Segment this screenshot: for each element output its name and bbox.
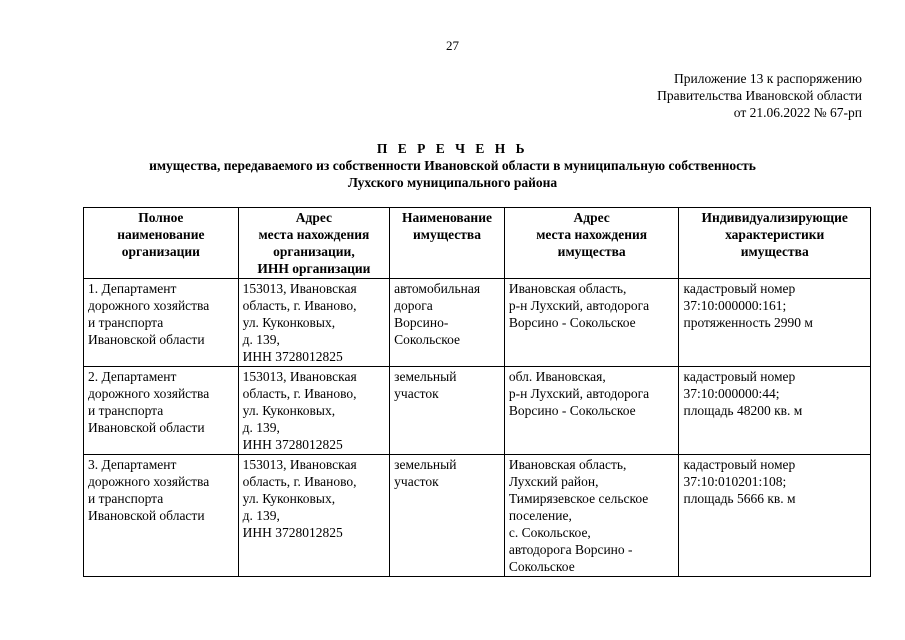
cell-text-line: область, г. Иваново, [242,386,357,401]
cell-property-name [390,367,505,455]
cell-text-line: ИНН 3728012825 [242,525,343,540]
cell-text-line: Ворсино - Сокольское [508,315,636,330]
cell-organization-name [84,367,239,455]
cell-text-line: кадастровый номер [683,281,796,296]
cell-property-name [390,279,505,367]
table-header-row [84,208,871,279]
cell-text-line: ул. Куконковых, [242,491,336,506]
cell-text-line: 37:10:000000:44; [683,386,780,401]
cell-text-line: дорожного хозяйства [88,474,210,489]
cell-text-line: 3. Департамент [88,457,177,472]
cell-organization-name [84,455,239,577]
cell-text-line: Ивановской области [88,420,205,435]
cell-text-line: ул. Куконковых, [242,403,336,418]
cell-text-line: р-н Лухский, автодорога [508,386,650,401]
cell-text-line: д. 139, [242,508,280,523]
header-text-line: Наименование [401,210,492,225]
header-text-line: характеристики [725,227,825,242]
table-row [84,279,871,367]
cell-property-characteristics [679,455,871,577]
cell-text-line: 2. Департамент [88,369,177,384]
header-text-line: имущества [413,227,481,242]
header-text-line: организации [121,244,200,259]
cell-property-characteristics [679,279,871,367]
cell-text-line: ИНН 3728012825 [242,437,343,452]
table-row [84,455,871,577]
cell-text-line: и транспорта [88,403,164,418]
cell-text-line: 1. Департамент [88,281,177,296]
cell-organization-address [238,279,390,367]
header-text-line: наименование [117,227,205,242]
cell-text-line: ИНН 3728012825 [242,349,343,364]
cell-text-line: дорожного хозяйства [88,386,210,401]
cell-text-line: д. 139, [242,420,280,435]
header-property-characteristics [679,208,871,279]
cell-text-line: Ивановская область, [508,457,627,472]
header-text-line: Полное [138,210,184,225]
cell-text-line: участок [394,386,439,401]
appendix-note [657,70,862,121]
cell-text-line: обл. Ивановская, [508,369,606,384]
cell-text-line: Сокольское [394,332,461,347]
header-text-line: Адрес [573,210,610,225]
cell-text-line: дорога [394,298,433,313]
cell-text-line: автодорога Ворсино - [508,542,633,557]
cell-property-name [390,455,505,577]
cell-text-line: Ворсино- [394,315,449,330]
page-number: 27 [446,38,459,53]
cell-text-line: Тимирязевское сельское [508,491,649,506]
header-organization-address [238,208,390,279]
header-text-line: имущества [557,244,626,259]
cell-text-line: площадь 5666 кв. м [683,491,796,506]
cell-text-line: д. 139, [242,332,280,347]
cell-text-line: земельный [394,369,457,384]
header-text-line: имущества [740,244,809,259]
cell-property-address [504,367,679,455]
header-text-line: Адрес [295,210,333,225]
cell-text-line: 37:10:010201:108; [683,474,787,489]
cell-text-line: область, г. Иваново, [242,474,357,489]
cell-text-line: с. Сокольское, [508,525,591,540]
cell-property-characteristics [679,367,871,455]
cell-property-address [504,279,679,367]
cell-text-line: автомобильная [394,281,481,296]
cell-text-line: ул. Куконковых, [242,315,336,330]
cell-text-line: Ивановская область, [508,281,627,296]
cell-text-line: Ивановской области [88,508,205,523]
cell-text-line: кадастровый номер [683,457,796,472]
header-organization-name [84,208,239,279]
header-text-line: места нахождения [258,227,370,242]
table-body [84,279,871,577]
appendix-line: Приложение 13 к распоряжению [674,71,862,86]
cell-organization-address [238,367,390,455]
header-text-line: места нахождения [536,227,648,242]
cell-text-line: 153013, Ивановская [242,369,357,384]
appendix-line: от 21.06.2022 № 67-рп [733,105,862,120]
header-property-name [390,208,505,279]
property-table [83,207,871,577]
cell-text-line: 153013, Ивановская [242,457,357,472]
table-row [84,367,871,455]
cell-text-line: площадь 48200 кв. м [683,403,803,418]
cell-text-line: и транспорта [88,315,164,330]
cell-text-line: область, г. Иваново, [242,298,357,313]
cell-text-line: поселение, [508,508,572,523]
header-text-line: Индивидуализирующие [701,210,848,225]
cell-text-line: и транспорта [88,491,164,506]
title-line: имущества, передаваемого из собственности Ивановской области в муниципальную собственность [149,158,756,173]
cell-organization-address [238,455,390,577]
title-line: Лухского муниципального района [347,175,558,190]
document-title [0,140,905,191]
cell-text-line: Сокольское [508,559,575,574]
header-property-address [504,208,679,279]
cell-text-line: дорожного хозяйства [88,298,210,313]
cell-text-line: 153013, Ивановская [242,281,357,296]
cell-text-line: 37:10:000000:161; [683,298,787,313]
cell-text-line: земельный [394,457,457,472]
cell-text-line: протяженность 2990 м [683,315,813,330]
header-text-line: ИНН организации [257,261,371,276]
cell-text-line: Ивановской области [88,332,205,347]
appendix-line: Правительства Ивановской области [657,88,862,103]
cell-text-line: р-н Лухский, автодорога [508,298,650,313]
cell-text-line: участок [394,474,439,489]
cell-text-line: кадастровый номер [683,369,796,384]
header-text-line: организации, [273,244,355,259]
cell-text-line: Лухский район, [508,474,599,489]
cell-property-address [504,455,679,577]
title-heading: П Е Р Е Ч Е Н Ь [376,141,529,156]
cell-text-line: Ворсино - Сокольское [508,403,636,418]
cell-organization-name [84,279,239,367]
